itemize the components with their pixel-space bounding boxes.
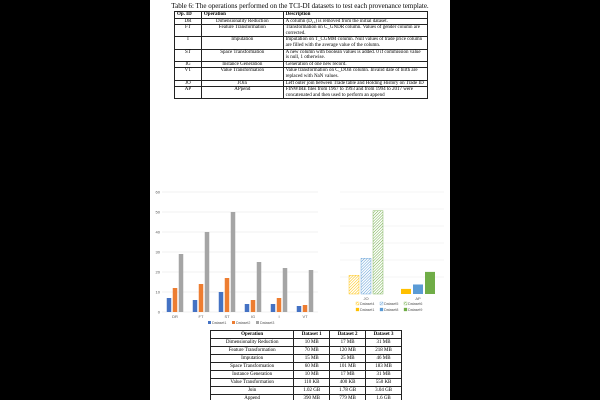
- y-tick-label: 30: [155, 249, 160, 255]
- dataset-2-cell: 17 MB: [330, 371, 366, 379]
- bar-dataset6-ap: [425, 272, 435, 294]
- legend-swatch: [380, 302, 383, 305]
- op-id-cell: AP: [175, 87, 202, 99]
- table-header-row: [211, 331, 402, 339]
- operation-cell: Space Transformation: [211, 363, 294, 371]
- dataset-1-cell: 1.02 GB: [294, 387, 330, 395]
- x-tick-label: AP: [415, 296, 421, 301]
- legend-swatch: [356, 308, 359, 311]
- dataset-1-cell: 70 MB: [294, 347, 330, 355]
- legend-label: Dataset2: [236, 320, 251, 325]
- bar-dataset3-ft: [205, 232, 210, 312]
- description-cell: Generation of one new record.: [283, 61, 427, 68]
- bar-dataset3-st: [231, 212, 236, 312]
- table-row: [175, 25, 428, 37]
- table-row: [211, 363, 402, 371]
- header-description: Description: [283, 12, 427, 19]
- operations-table: [174, 11, 428, 99]
- legend-swatch: [356, 302, 359, 305]
- dataset-2-cell: 779 MB: [330, 395, 366, 400]
- op-id-cell: IG: [175, 61, 202, 68]
- x-tick-label: IG: [250, 314, 256, 319]
- header-dataset-3: Dataset 3: [366, 331, 402, 339]
- legend-label: Dataset6: [408, 301, 423, 306]
- operation-cell: Join: [211, 387, 294, 395]
- bar-dataset1-ig: [245, 304, 250, 312]
- table-row: [211, 339, 402, 347]
- table-row: [211, 387, 402, 395]
- y-tick-label: 40: [155, 229, 160, 235]
- legend-label: Dataset1: [212, 320, 227, 325]
- table-row: [175, 87, 428, 99]
- description-cell: Imputation on T_CGMM column. Null values of trade price column are filled with the average value of the column.: [283, 37, 427, 49]
- y-tick-label: 10: [155, 289, 160, 295]
- legend-swatch: [208, 321, 211, 324]
- legend-swatch: [404, 308, 407, 311]
- description-cell: A new column with boolean values is added. 0 if commission value is null, 1 otherwise.: [283, 49, 427, 61]
- dataset-2-cell: 25 MB: [330, 355, 366, 363]
- legend-label: Dataset8: [384, 307, 399, 312]
- table-row: [175, 80, 428, 87]
- x-tick-label: JO: [363, 296, 369, 301]
- bar-chart-datasets-1-3: [150, 186, 324, 336]
- table-row: [175, 61, 428, 68]
- op-id-cell: DR: [175, 18, 202, 25]
- table-row: [211, 355, 402, 363]
- operation-cell: Dimensionality Reduction: [211, 339, 294, 347]
- operation-cell: JOin: [201, 80, 283, 87]
- dataset-2-cell: 17 MB: [330, 339, 366, 347]
- legend-swatch: [404, 302, 407, 305]
- x-tick-label: DR: [172, 314, 178, 319]
- table-header-row: [175, 12, 428, 19]
- bar-dataset2-vt: [303, 305, 308, 312]
- dataset-3-cell: 218 MB: [366, 347, 402, 355]
- dataset-size-table: [210, 330, 402, 400]
- description-cell: Transformation on C_GNDR column. Values of gender column are corrected.: [283, 25, 427, 37]
- dataset-3-cell: 1.6 GB: [366, 395, 402, 400]
- description-cell: FINWIRE files from 1967 to 1993 and from 1994 to 2017 were concatenated and then used to perform an append: [283, 87, 427, 99]
- dataset-1-cell: 10 MB: [294, 371, 330, 379]
- bar-dataset2-st: [225, 278, 230, 312]
- table-row: [175, 18, 428, 25]
- operation-cell: Dimensionality Reduction: [201, 18, 283, 25]
- bar-dataset6-jo: [373, 211, 383, 294]
- x-tick-label: I: [278, 314, 280, 319]
- description-cell: Value transformation on C_DOB column. Invalid date of birth are replaced with NaN values.: [283, 68, 427, 80]
- x-tick-label: VT: [302, 314, 308, 319]
- header-op-id: Op. ID: [175, 12, 202, 19]
- bar-dataset1-vt: [297, 306, 302, 312]
- dataset-3-cell: 31 MB: [366, 339, 402, 347]
- table-row: [211, 395, 402, 400]
- description-cell: Left outer join between Trade table and Holding History on Trade ID: [283, 80, 427, 87]
- bar-dataset3-ig: [257, 262, 262, 312]
- operation-cell: APpend: [201, 87, 283, 99]
- bar-dataset5-jo: [361, 258, 371, 294]
- table-row: [211, 347, 402, 355]
- operation-cell: Value Transformation: [211, 379, 294, 387]
- dataset-1-cell: 15 MB: [294, 355, 330, 363]
- legend-label: Dataset3: [260, 320, 275, 325]
- legend-label: Dataset4: [360, 301, 375, 306]
- operation-cell: Space Transformation: [201, 49, 283, 61]
- operation-cell: Instance Generation: [201, 61, 283, 68]
- dataset-2-cell: 400 KB: [330, 379, 366, 387]
- bar-dataset2-dr: [173, 288, 178, 312]
- y-tick-label: 20: [155, 269, 160, 275]
- y-tick-label: 60: [155, 189, 160, 195]
- y-tick-label: 0: [157, 309, 160, 315]
- dataset-3-cell: 31 MB: [366, 371, 402, 379]
- dataset-3-cell: 183 MB: [366, 363, 402, 371]
- table-row: [211, 371, 402, 379]
- legend-swatch: [232, 321, 235, 324]
- bar-dataset3-i: [283, 268, 288, 312]
- x-tick-label: FT: [198, 314, 204, 319]
- table-row: [175, 68, 428, 80]
- operation-cell: Instance Generation: [211, 371, 294, 379]
- bar-dataset1-st: [219, 292, 224, 312]
- dataset-3-cell: 3.04 GB: [366, 387, 402, 395]
- operation-cell: Feature Transformation: [201, 25, 283, 37]
- table-row: [211, 379, 402, 387]
- dataset-2-cell: 101 MB: [330, 363, 366, 371]
- op-id-cell: I: [175, 37, 202, 49]
- header-operation: Operation: [211, 331, 294, 339]
- bar-dataset2-ig: [251, 300, 256, 312]
- table-row: [175, 49, 428, 61]
- bar-chart-datasets-4-6: [332, 186, 450, 336]
- operation-cell: Value Transformation: [201, 68, 283, 80]
- op-id-cell: JO: [175, 80, 202, 87]
- table-row: [175, 37, 428, 49]
- legend-label: Dataset5: [384, 301, 399, 306]
- y-tick-label: 50: [155, 209, 160, 215]
- description-cell: A column (D₁₁) is removed from the initial dataset.: [283, 18, 427, 25]
- dataset-1-cell: 110 KB: [294, 379, 330, 387]
- dataset-1-cell: 60 MB: [294, 363, 330, 371]
- bar-dataset1-ft: [193, 300, 198, 312]
- bar-dataset1-dr: [167, 298, 172, 312]
- bar-dataset1-i: [271, 304, 276, 312]
- operation-cell: Imputation: [201, 37, 283, 49]
- bar-dataset4-jo: [349, 275, 359, 294]
- dataset-3-cell: 46 MB: [366, 355, 402, 363]
- header-operation: Operation: [201, 12, 283, 19]
- op-id-cell: VT: [175, 68, 202, 80]
- bar-dataset5-ap: [413, 284, 423, 294]
- op-id-cell: ST: [175, 49, 202, 61]
- header-dataset-1: Dataset 1: [294, 331, 330, 339]
- dataset-2-cell: 1.78 GB: [330, 387, 366, 395]
- legend-swatch: [256, 321, 259, 324]
- legend-label: Dataset9: [408, 307, 423, 312]
- operation-cell: Append: [211, 395, 294, 400]
- operation-cell: Feature Transformation: [211, 347, 294, 355]
- header-dataset-2: Dataset 2: [330, 331, 366, 339]
- bar-dataset2-i: [277, 298, 282, 312]
- operation-cell: Imputation: [211, 355, 294, 363]
- dataset-3-cell: 550 KB: [366, 379, 402, 387]
- legend-swatch: [380, 308, 383, 311]
- x-tick-label: ST: [224, 314, 230, 319]
- table6-caption: Table 6: The operations performed on the TCI-DI datasets to test each provenance template.: [171, 2, 429, 10]
- dataset-1-cell: 10 MB: [294, 339, 330, 347]
- bar-dataset4-ap: [401, 289, 411, 294]
- legend-label: Dataset1: [360, 307, 375, 312]
- bar-dataset3-dr: [179, 254, 184, 312]
- op-id-cell: FT: [175, 25, 202, 37]
- dataset-2-cell: 120 MB: [330, 347, 366, 355]
- paper-page: [150, 0, 450, 400]
- bar-dataset3-vt: [309, 270, 314, 312]
- bar-dataset2-ft: [199, 284, 204, 312]
- dataset-1-cell: 390 MB: [294, 395, 330, 400]
